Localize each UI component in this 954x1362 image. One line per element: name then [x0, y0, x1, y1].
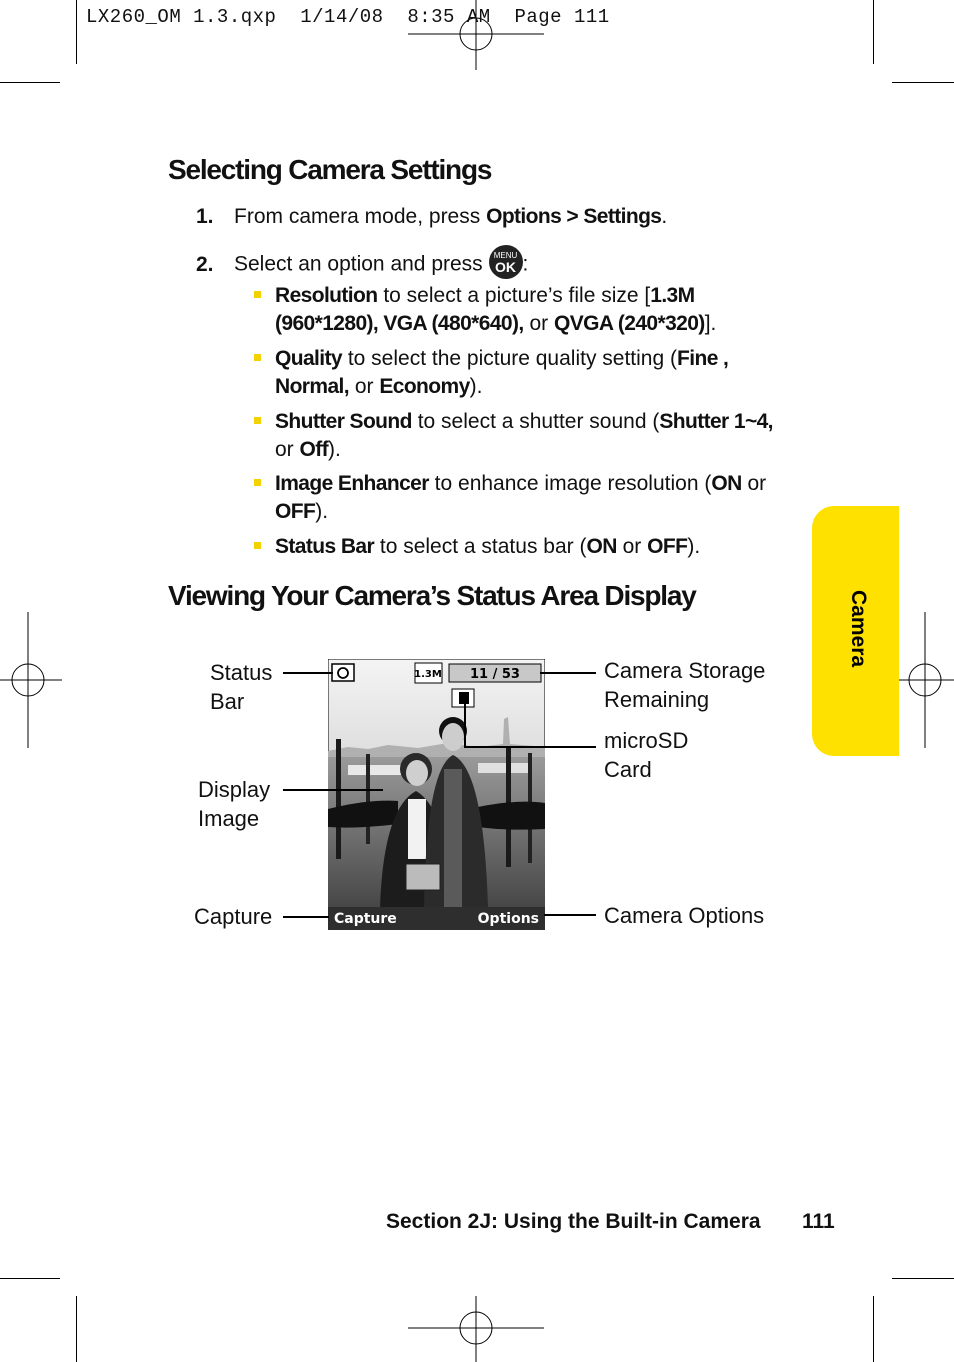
- option-end: ).: [469, 375, 483, 398]
- option-value: Fine , Normal,: [275, 347, 729, 398]
- resolution-badge: 1.3M: [414, 669, 442, 680]
- option-desc: to select the picture quality setting (: [341, 347, 677, 370]
- heading-viewing-status-area: Viewing Your Camera’s Status Area Display: [168, 580, 696, 611]
- option-desc: to select a status bar (: [374, 535, 587, 558]
- bullet-status-bar: [254, 533, 794, 561]
- chapter-tab: [812, 506, 899, 756]
- bullet-square-icon: [254, 479, 261, 486]
- leader-line-display-image: [283, 789, 383, 791]
- print-slug: LX260_OM 1.3.qxp 1/14/08 8:35 AM Page 111: [86, 6, 610, 28]
- registration-mark-right: [892, 612, 954, 748]
- step-1: [196, 205, 667, 229]
- step-text-end: .: [661, 205, 668, 228]
- chapter-tab-label: Camera: [847, 590, 870, 668]
- option-name: Resolution: [275, 284, 378, 307]
- bullet-resolution: [254, 282, 794, 338]
- option-value: ON: [711, 472, 742, 495]
- option-value: Economy: [379, 375, 470, 398]
- option-end: ).: [328, 438, 341, 461]
- option-value: Shutter 1~4,: [659, 410, 773, 433]
- registration-mark-left: [0, 612, 62, 748]
- leader-line-options: [544, 914, 596, 916]
- menu-key-top: MENU: [493, 251, 518, 260]
- option-desc: to select a picture’s file size [: [377, 284, 651, 307]
- option-value: 1.3M (960*1280), VGA (480*640),: [275, 284, 695, 335]
- step-number: 1.: [196, 205, 214, 228]
- leader-line-microsd-vertical: [464, 700, 466, 748]
- option-desc: to enhance image resolution (: [428, 472, 712, 495]
- option-join: or: [523, 312, 554, 335]
- option-end: ).: [315, 500, 329, 523]
- option-name: Quality: [275, 347, 342, 370]
- option-join: or: [616, 535, 648, 558]
- step-2: [196, 248, 528, 282]
- option-join: or: [349, 375, 380, 398]
- leader-line-storage: [540, 672, 596, 674]
- label-microsd-card: microSD Card: [604, 728, 689, 782]
- bullet-image-enhancer: [254, 470, 794, 526]
- menu-key-bottom: OK: [495, 259, 517, 275]
- option-value: OFF: [647, 535, 688, 558]
- option-join: or: [741, 472, 767, 495]
- label-display-image: Display Image: [198, 777, 271, 831]
- step-text: From camera mode, press: [234, 205, 487, 228]
- label-camera-storage: Camera Storage Remaining: [604, 658, 766, 712]
- registration-mark-bottom: [408, 1296, 544, 1362]
- softkey-capture-label: Capture: [334, 911, 397, 927]
- option-value: ON: [586, 535, 617, 558]
- bullet-square-icon: [254, 354, 261, 361]
- bullet-quality: [254, 345, 794, 401]
- bullet-square-icon: [254, 291, 261, 298]
- bullet-square-icon: [254, 542, 261, 549]
- option-end: ).: [687, 535, 701, 558]
- storage-counter: 11 / 53: [470, 667, 520, 682]
- step-number: 2.: [196, 252, 214, 276]
- option-name: Image Enhancer: [275, 472, 429, 495]
- label-status-bar: Status Bar: [210, 660, 273, 714]
- option-desc: to select a shutter sound (: [411, 410, 660, 433]
- label-camera-options: Camera Options: [604, 903, 765, 928]
- option-value: Off: [299, 438, 329, 461]
- leader-line-capture: [283, 916, 329, 918]
- option-name: Status Bar: [275, 535, 375, 558]
- option-value: QVGA (240*320): [553, 312, 705, 335]
- bullet-square-icon: [254, 417, 261, 424]
- step-key: Options > Settings: [486, 205, 662, 228]
- heading-selecting-camera-settings: Selecting Camera Settings: [168, 154, 492, 185]
- menu-ok-key-icon: [489, 245, 523, 279]
- option-join: or: [275, 438, 300, 461]
- leader-line-status-bar: [283, 672, 333, 674]
- option-end: ].: [704, 312, 717, 335]
- softkey-options-label: Options: [477, 911, 539, 927]
- label-capture: Capture: [194, 904, 273, 929]
- option-name: Shutter Sound: [275, 410, 412, 433]
- camera-screen-illustration: [328, 659, 545, 930]
- bullet-shutter-sound: [254, 408, 794, 464]
- step-text: Select an option and press: [234, 252, 489, 276]
- leader-line-microsd: [465, 746, 596, 748]
- page-number: 111: [802, 1210, 835, 1233]
- option-value: OFF: [275, 500, 316, 523]
- footer-section-title: Section 2J: Using the Built-in Camera: [386, 1210, 761, 1233]
- step-text-end: :: [522, 252, 529, 276]
